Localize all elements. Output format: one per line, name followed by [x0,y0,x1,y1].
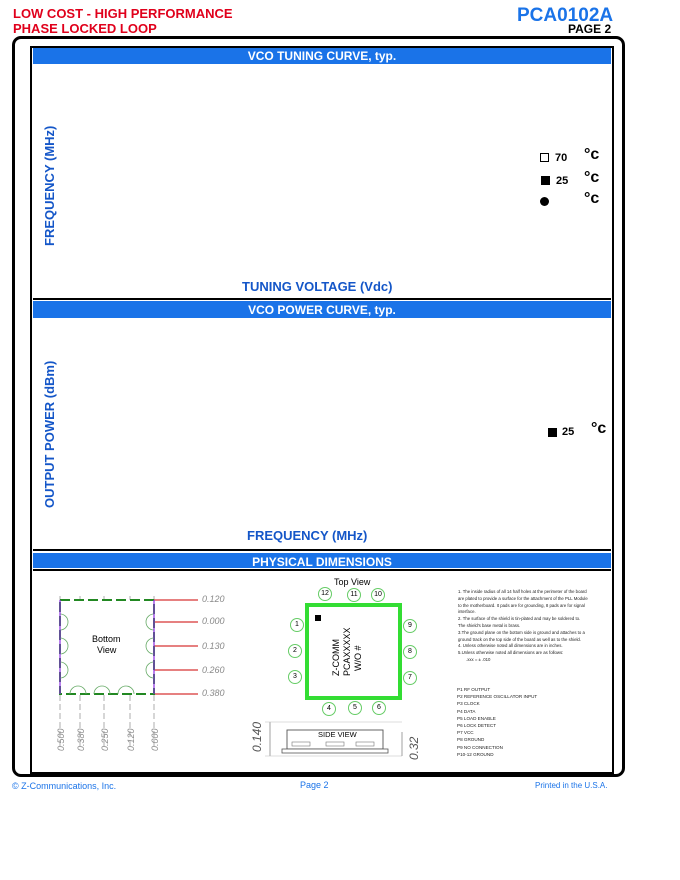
dim-bottom-2: 0.250 [100,728,110,751]
title-line-1: LOW COST - HIGH PERFORMANCE [13,6,233,21]
pin-5: 5 [348,701,362,715]
legend-temp-70: 70 [555,152,568,164]
pin-list-item: P1 RF OUTPUT [457,687,491,692]
pin-7: 7 [403,671,417,685]
power-y-label: OUTPUT POWER (dBm) [42,360,57,508]
pin-list-item: P10-12 GROUND [457,751,494,757]
legend-open-square-icon [540,153,549,162]
pin-list-item: P3 CLOCK [457,701,480,707]
tuning-x-label: TUNING VOLTAGE (Vdc) [242,279,393,294]
pin-4: 4 [322,702,336,716]
dim-bottom-4: 0.000 [150,728,160,751]
dim-bottom-1: 0.380 [76,728,86,751]
pin-list-item: P2 REFERENCE OSCILLATOR INPUT [457,694,538,700]
bottom-view-label-1: Bottom [92,634,121,644]
dim-right-0: 0.120 [202,594,225,604]
note-line: interface. [458,609,476,615]
footer-printed: Printed in the U.S.A. [535,781,608,790]
side-view-drawing [262,718,417,760]
note-line: 4. Unless otherwise noted all dimensions are in inches. [458,643,563,649]
dim-bottom-3: 0.120 [126,728,136,751]
dim-right-3: 0.260 [202,665,225,675]
pin-9: 9 [403,619,417,633]
pin-list-item: P5 LOAD ENABLE [457,715,496,721]
pin-8: 8 [403,645,417,659]
power-x-label: FREQUENCY (MHz) [247,528,368,543]
pin-list [457,686,607,758]
pin-3: 3 [288,670,302,684]
pin-list-item: P7 VCC [457,730,474,736]
legend-unit-25: °c [584,169,600,186]
note-line: 5.Unless otherwise noted all dimensions are as follows: [458,650,564,656]
pin-list-item: P6 LOCK DETECT [457,723,497,729]
note-line: ground track on the top side of the board as well as to the shield. [458,636,582,642]
tuning-y-label: FREQUENCY (MHz) [42,125,57,246]
pin-list-item: P9 NO CONNECTION [457,744,503,750]
note-line: 3.The ground plane on the bottom side is ground and attaches to a [458,629,585,635]
title-line-2: PHASE LOCKED LOOP [13,21,157,36]
note-line: 1. The inside radius of all 14 half holes at the perimeter of the board [458,589,587,594]
pin-list-item: P4 DATA [457,708,476,714]
pin-10: 10 [371,588,385,602]
note-line: to the motherboard. It pads are for grounding, 8 pads are for signal [458,602,585,608]
dim-right-1: 0.000 [202,616,225,626]
legend-temp-25: 25 [556,175,569,187]
pin-list-item: P8 GROUND [457,737,485,743]
dim-bottom-0: 0.500 [56,728,66,751]
divider [33,298,611,300]
top-view-label: Top View [334,577,371,587]
dim-right-4: 0.380 [202,688,225,698]
pin-6: 6 [372,701,386,715]
legend-unit-circle: °c [584,190,600,207]
pin-2: 2 [288,644,302,658]
legend-filled-square-icon [541,176,550,185]
bottom-view-label-2: View [97,645,117,655]
marking-line-2: PCAXXXXX [342,627,352,676]
note-line: .xxx = ± .010 [466,656,491,662]
marking-line-1: Z-COMM [331,639,341,676]
pin-1: 1 [290,618,304,632]
legend-unit-70: °c [584,146,600,163]
power-legend-unit-25: °c [591,420,607,437]
power-legend-temp-25: 25 [562,426,575,438]
note-line: 2. The surface of the shield is tin-plated and may be soldered to. [458,616,581,622]
power-legend-filled-square-icon [548,428,557,437]
tuning-band: VCO TUNING CURVE, typ. [33,48,611,64]
pin1-marker-icon [315,615,321,621]
side-dim-right: 0.32 [407,736,421,760]
marking-line-3: W/O # [353,645,363,671]
pin-11: 11 [347,588,361,602]
divider [33,549,611,551]
side-dim-left: 0.140 [250,721,264,752]
notes-block [458,589,608,664]
note-line: The shield's base metal is brass. [458,622,521,628]
power-band: VCO POWER CURVE, typ. [33,301,611,318]
page-label: PAGE 2 [568,22,612,36]
footer-page: Page 2 [300,780,329,790]
dim-right-2: 0.130 [202,641,225,651]
part-number: PCA0102A [517,5,614,26]
physical-band: PHYSICAL DIMENSIONS [33,553,611,568]
legend-filled-circle-icon [540,197,549,206]
note-line: are plated to provide a surface for the attachment of the PLL Module [458,595,588,601]
side-view-label: SIDE VIEW [318,730,357,739]
divider [33,569,611,571]
footer-copyright: © Z-Communications, Inc. [12,781,117,791]
pin-12: 12 [318,587,332,601]
